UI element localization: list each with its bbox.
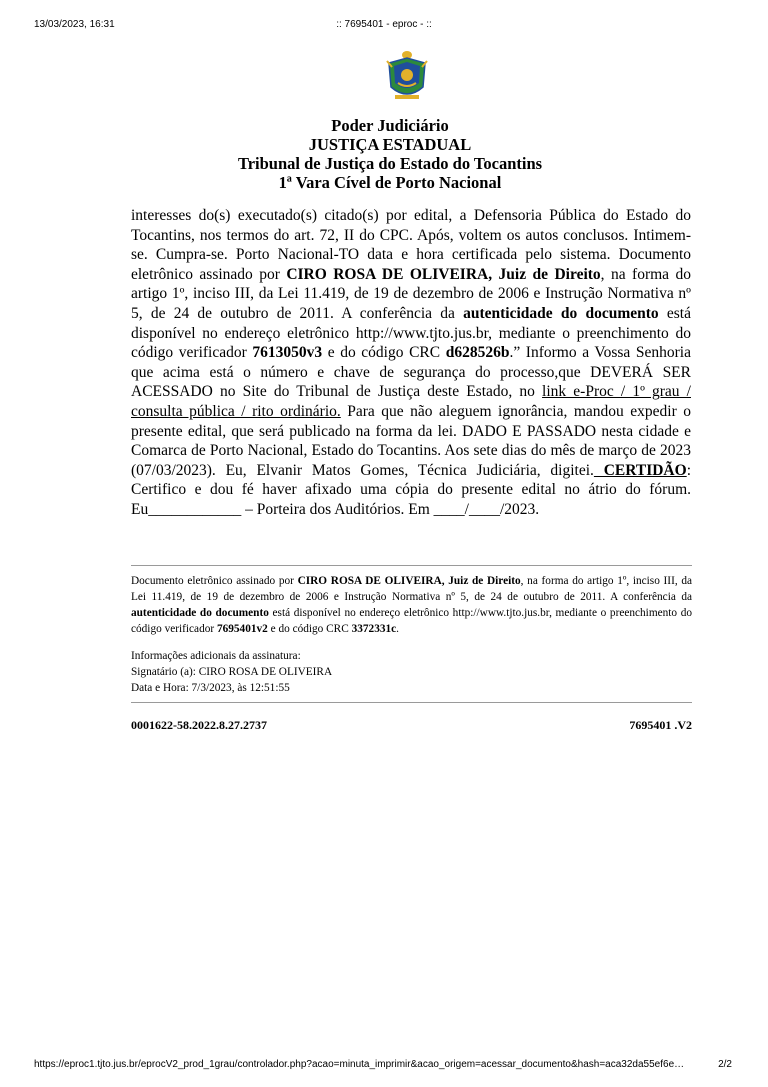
document-ids xyxy=(131,718,692,733)
signature-text: Documento eletrônico assinado por xyxy=(131,575,298,587)
signature-text: , na forma do artigo 1º, inciso III, da Lei 11.419, de 19 de dezembro de 2006 e Instrução Normativa nº 5, de 24 de outubro de 2011. A conferência da xyxy=(131,575,693,603)
court-line-vara: 1ª Vara Cível de Porto Nacional xyxy=(278,173,502,192)
signature-authenticity-label: autenticidade do documento xyxy=(131,607,269,619)
print-page-title: :: 7695401 - eproc - :: xyxy=(336,19,432,30)
tocantins-coat-of-arms-icon xyxy=(386,49,428,105)
document-version: 7695401 .V2 xyxy=(629,718,692,732)
court-line-judiciary: Poder Judiciário xyxy=(331,116,449,135)
edital-body xyxy=(131,206,691,520)
signature-crc-code: 3372331c xyxy=(351,623,397,635)
divider xyxy=(131,702,692,703)
court-line-tribunal: Tribunal de Justiça do Estado do Tocantins xyxy=(237,154,543,173)
signature-info-heading: Informações adicionais da assinatura: xyxy=(131,650,301,662)
divider xyxy=(131,565,692,566)
signature-text: e do código CRC xyxy=(267,623,352,635)
signature-verifier-code: 7695401v2 xyxy=(216,623,268,635)
signature-text: está disponível no endereço eletrônico http://www.tjto.jus.br, mediante o preenchimento do código verificador xyxy=(131,607,693,635)
judge-name: CIRO ROSA DE OLIVEIRA, Juiz de Direito xyxy=(286,265,601,283)
process-number: 0001622-58.2022.8.27.2737 xyxy=(131,718,267,732)
body-text: , na forma do artigo 1º, inciso III, da Lei 11.419, de 19 de dezembro de 2006 e Instrução Normativa nº 5, de 24 de outubro de 2011. A conferência da xyxy=(131,265,691,322)
print-url: https://eproc1.tjto.jus.br/eprocV2_prod_1grau/controlador.php?acao=minuta_imprimir&acao_origem=acessar_documento&hash=aca32da55ef6e… xyxy=(34,1059,685,1070)
body-text: : Certifico e dou fé haver afixado uma cópia do presente edital no átrio do fórum. Eu____________ – Porteira dos Auditórios. Em ____/____/2023. xyxy=(131,461,691,518)
court-line-state-justice: JUSTIÇA ESTADUAL xyxy=(308,135,472,154)
verifier-code: 7613050v3 xyxy=(252,344,323,362)
body-text: e do código CRC xyxy=(322,344,446,362)
crc-code: d628526b xyxy=(445,344,510,362)
authenticity-label: autenticidade do documento xyxy=(463,304,659,322)
signature-text: . xyxy=(396,623,399,635)
body-text: .” Informo a Vossa Senhoria que acima está o número e chave de segurança do processo,que DEVERÁ SER ACESSADO no Site do Tribunal de Justiça deste Estado, no xyxy=(131,344,691,401)
print-date: 13/03/2023, 16:31 xyxy=(34,19,115,30)
signature-signer: Signatário (a): CIRO ROSA DE OLIVEIRA xyxy=(131,666,333,678)
page-number: 2/2 xyxy=(718,1059,732,1070)
eproc-link-text: link e-Proc / 1º grau / consulta pública / rito ordinário. xyxy=(131,383,691,420)
body-text: Para que não aleguem ignorância, mandou expedir o presente edital, que será publicado na forma da lei. DADO E PASSADO nesta cidade e Comarca de Porto Nacional, Estado do Tocantins. Aos sete dias do mês de março de 2023 (07/03/2023). Eu, Elvanir Matos Gomes, Técnica Judiciária, digitei. xyxy=(131,402,691,479)
certidao-heading: CERTIDÃO xyxy=(593,461,687,479)
body-text: está disponível no endereço eletrônico http://www.tjto.jus.br, mediante o preenchimento do código verificador xyxy=(131,304,691,362)
court-header xyxy=(0,116,768,192)
signature-judge-name: CIRO ROSA DE OLIVEIRA, Juiz de Direito xyxy=(297,575,521,587)
body-text: interesses do(s) executado(s) citado(s) por edital, a Defensoria Pública do Estado do Tocantins, nos termos do art. 72, II do CPC. Após, voltem os autos conclusos. Intimem-se. Cumpra-se. Porto Nacional-TO data e hora certificada pelo sistema. Documento eletrônico assinado por xyxy=(131,207,691,283)
signature-block xyxy=(131,573,692,637)
signature-info xyxy=(131,648,692,696)
signature-datetime: Data e Hora: 7/3/2023, às 12:51:55 xyxy=(131,682,290,694)
